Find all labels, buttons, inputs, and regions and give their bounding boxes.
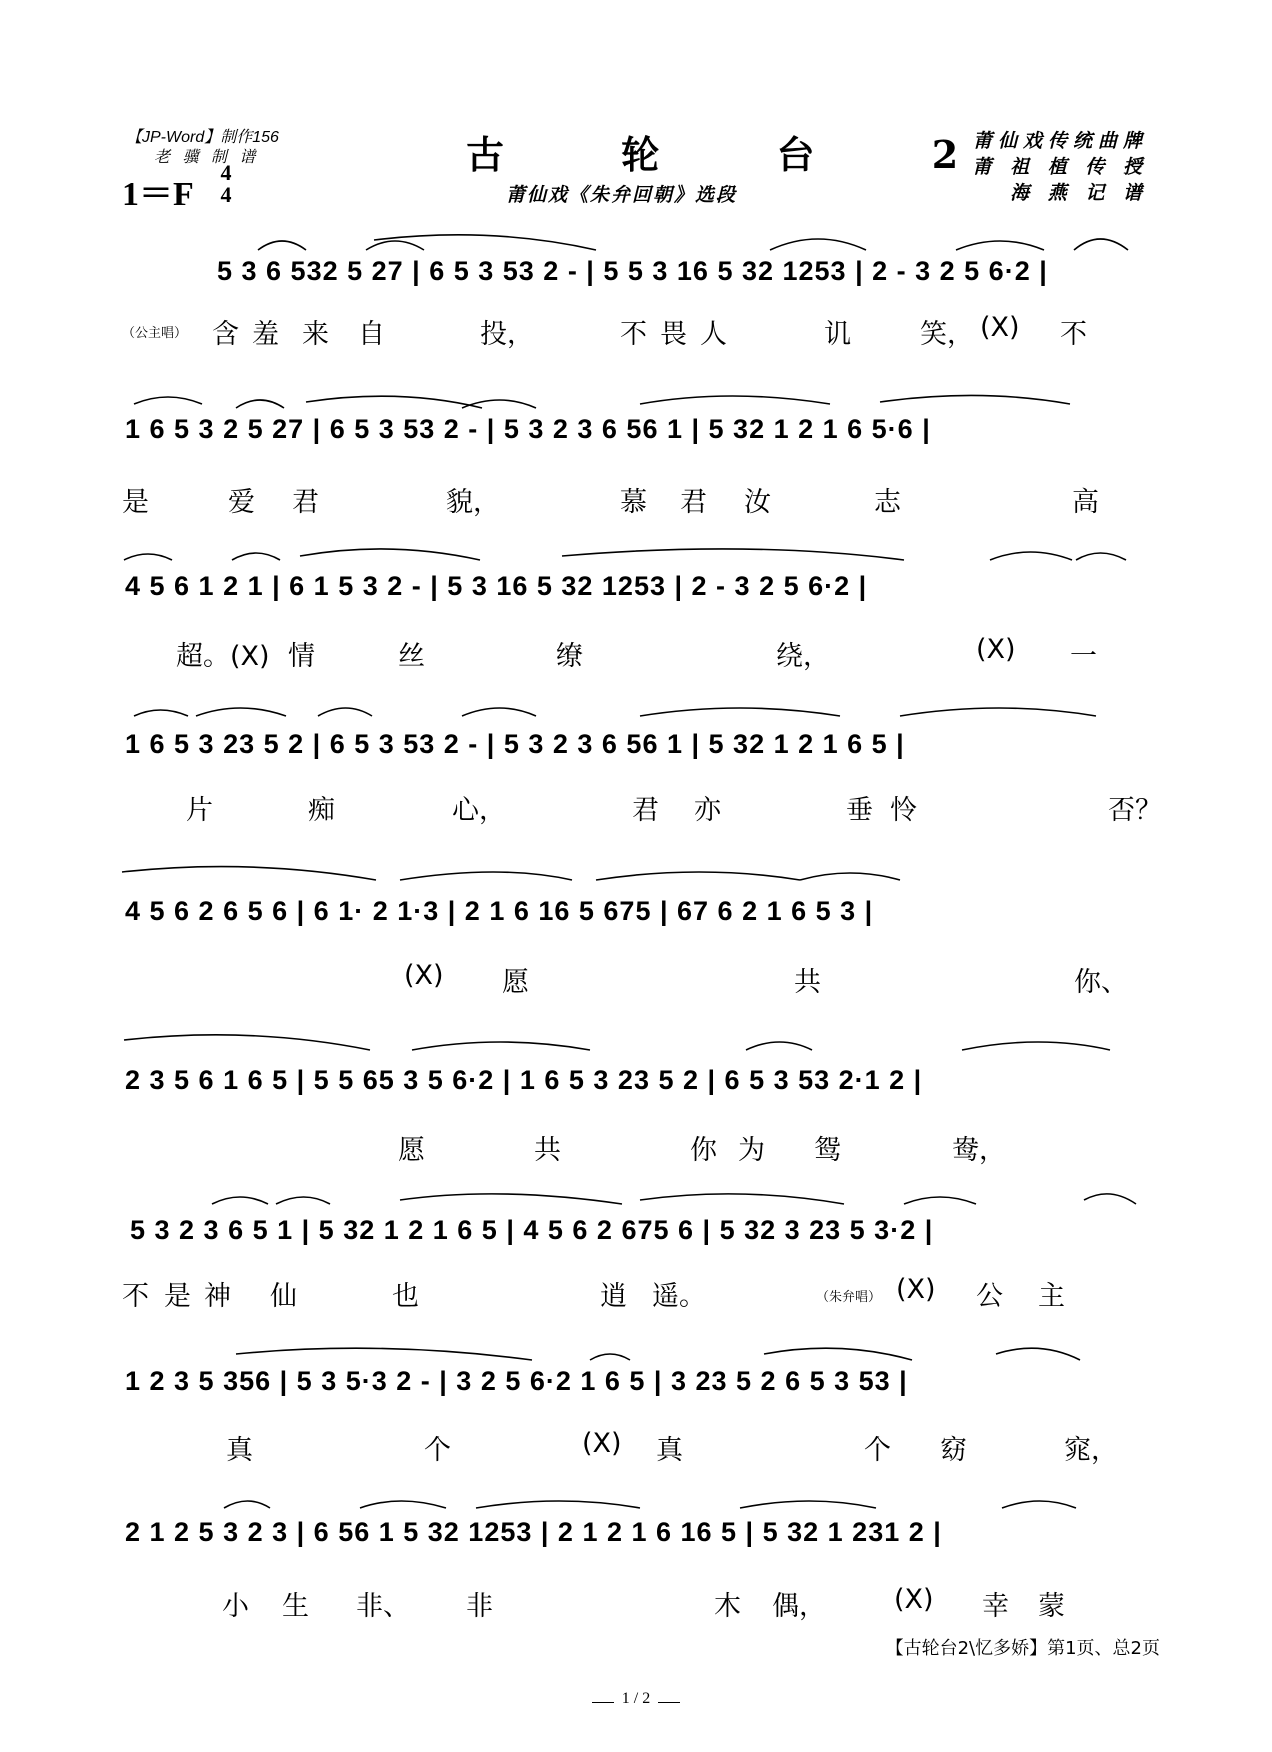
lyric: (X) <box>896 1274 936 1305</box>
lyric: 是 <box>122 487 149 518</box>
page-number <box>0 1690 1272 1708</box>
lyric: 主 <box>1038 1281 1065 1312</box>
lyric: 貌， <box>446 487 500 518</box>
lyric: 鸳 <box>814 1135 841 1166</box>
lyric: 不 <box>122 1281 149 1312</box>
notation-line-3: 4 5 6 1 2 1 | 6 1 5 3 2 - | 5 3 16 5 32 1253 | 2 - 3 2 5 6·2 | <box>125 571 868 601</box>
lyric: 偶， <box>772 1591 826 1622</box>
notation-line-5: 4 5 6 2 6 5 6 | 6 1· 2 1·3 | 2 1 6 16 5 675 | 67 6 2 1 6 5 3 | <box>125 896 874 926</box>
lyric: 鸯， <box>952 1135 1006 1166</box>
page-number-rule <box>658 1702 680 1703</box>
lyric: 非、 <box>356 1591 410 1622</box>
lyric: 亦 <box>694 795 721 826</box>
lyric: 缭 <box>556 641 583 672</box>
lyric: 是 <box>164 1281 191 1312</box>
lyric: 逍 <box>600 1281 627 1312</box>
lyric: 为 <box>738 1135 765 1166</box>
lyric: 木 <box>714 1591 741 1622</box>
lyric: 来 <box>302 319 329 350</box>
lyric: 含 <box>212 319 239 350</box>
notation-line-9: 2 1 2 5 3 2 3 | 6 56 1 5 32 1253 | 2 1 2 1 6 16 5 | 5 32 1 231 2 | <box>125 1517 942 1547</box>
lyric: (X) <box>976 634 1016 665</box>
lyric: 愿 <box>398 1135 425 1166</box>
page-title: 古 轮 台 2 <box>466 132 1011 177</box>
lyric: 君 <box>292 487 319 518</box>
lyric: 志 <box>874 487 901 518</box>
notation-line-7: 5 3 2 3 6 5 1 | 5 32 1 2 1 6 5 | 4 5 6 2 675 6 | 5 32 3 23 5 3·2 | <box>130 1215 934 1245</box>
lyric: 君 <box>680 487 707 518</box>
lyric: (X) <box>582 1428 622 1459</box>
lyric: 你、 <box>1074 967 1128 998</box>
lyric: 生 <box>282 1591 309 1622</box>
lyric: 畏 <box>660 319 687 350</box>
notation-line-2: 1 6 5 3 2 5 27 | 6 5 3 53 2 - | 5 3 2 3 6 56 1 | 5 32 1 2 1 6 5·6 | <box>125 414 931 444</box>
notation-line-4: 1 6 5 3 23 5 2 | 6 5 3 53 2 - | 5 3 2 3 6 56 1 | 5 32 1 2 1 6 5 | <box>125 729 905 759</box>
lyric: 遥。 <box>652 1281 706 1312</box>
page-number-text: 1 / 2 <box>621 1690 651 1707</box>
page-subtitle: 莆仙戏《朱弁回朝》选段 <box>506 184 738 206</box>
lyric: 仙 <box>270 1281 297 1312</box>
lyric: 神 <box>204 1281 231 1312</box>
lyric: 自 <box>358 319 385 350</box>
time-signature <box>216 162 236 206</box>
role-label-zhubian: （朱弁唱） <box>816 1290 882 1305</box>
credit-line: 【JP-Word】制作156 <box>126 129 279 146</box>
lyric: 痴 <box>308 795 335 826</box>
lyric: 愿 <box>502 967 529 998</box>
lyric: 蒙 <box>1038 1591 1065 1622</box>
source-line: 莆仙戏传统曲牌 <box>972 130 1148 152</box>
lyric: 你 <box>690 1135 717 1166</box>
lyric: 不 <box>620 319 647 350</box>
notation-line-8: 1 2 3 5 356 | 5 3 5·3 2 - | 3 2 5 6·2 1 6 5 | 3 23 5 2 6 5 3 53 | <box>125 1366 908 1396</box>
lyric: 爱 <box>228 487 255 518</box>
lyric: 投， <box>480 319 534 350</box>
transcriber-line: 海 燕 记 谱 <box>1010 182 1148 204</box>
arranger-line: 老 骥 制 谱 <box>154 149 260 166</box>
notation-line-6: 2 3 5 6 1 6 5 | 5 5 65 3 5 6·2 | 1 6 5 3 23 5 2 | 6 5 3 53 2·1 2 | <box>125 1065 923 1095</box>
footer-page-info: 【古轮台2\忆多娇】第1页、总2页 <box>885 1638 1160 1659</box>
lyric: 羞 <box>252 319 279 350</box>
time-signature-top: 4 <box>220 160 232 185</box>
page-number-rule <box>592 1702 614 1703</box>
notation-line-1: 5 3 6 532 5 27 | 6 5 3 53 2 - | 5 5 3 16 5 32 1253 | 2 - 3 2 5 6·2 | <box>217 256 1048 286</box>
lyric: 否？ <box>1108 795 1162 826</box>
lyric: 也 <box>392 1281 419 1312</box>
lyric: 真 <box>656 1435 683 1466</box>
lyric: 共 <box>534 1135 561 1166</box>
lyric: 慕 <box>620 487 647 518</box>
lyric: 不 <box>1060 319 1087 350</box>
lyric: (X) <box>894 1584 934 1615</box>
role-label-princess: （公主唱） <box>122 326 188 341</box>
lyric: 情 <box>288 641 315 672</box>
lyric: 个 <box>424 1435 451 1466</box>
lyric: 绕， <box>776 641 830 672</box>
lyric: 公 <box>976 1281 1003 1312</box>
transmitter-line: 莆 祖 植 传 授 <box>972 156 1148 178</box>
lyric: 幸 <box>982 1591 1009 1622</box>
lyric: 君 <box>632 795 659 826</box>
lyric: 片 <box>186 795 213 826</box>
lyric: 真 <box>226 1435 253 1466</box>
lyric: (X) <box>404 960 444 991</box>
lyric: 一 <box>1070 641 1097 672</box>
key-signature: 1＝F <box>122 176 194 213</box>
lyric: 怜 <box>890 795 917 826</box>
time-signature-bottom: 4 <box>220 182 232 207</box>
lyric: 个 <box>864 1435 891 1466</box>
lyric: 垂 <box>846 795 873 826</box>
lyric: 汝 <box>744 487 771 518</box>
lyric: 讥 <box>824 319 851 350</box>
lyric: 非 <box>466 1591 493 1622</box>
lyric: (X) <box>980 312 1020 343</box>
lyric: 高 <box>1072 487 1099 518</box>
lyric: 人 <box>700 319 727 350</box>
lyric: 超。(X) <box>176 641 270 672</box>
lyric: 笑， <box>920 319 974 350</box>
lyric: 丝 <box>398 641 425 672</box>
lyric: 小 <box>222 1591 249 1622</box>
lyric: 窈 <box>940 1435 967 1466</box>
lyric: 共 <box>794 967 821 998</box>
lyric: 窕， <box>1064 1435 1118 1466</box>
lyric: 心， <box>452 795 506 826</box>
